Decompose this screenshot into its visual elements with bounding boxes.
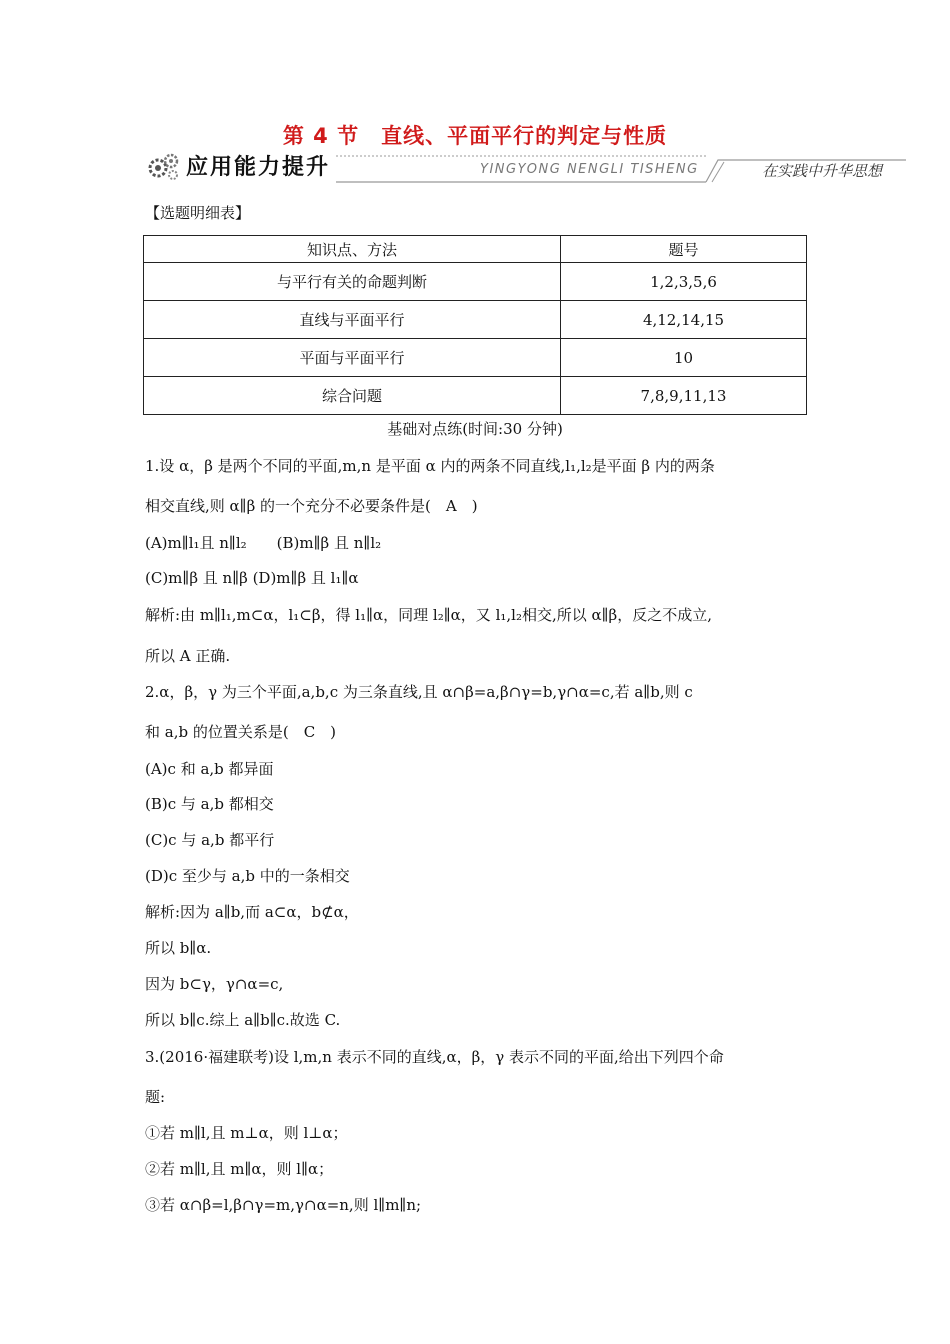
table-row <box>144 377 807 415</box>
banner-pinyin: YINGYONG NENGLI TISHENG <box>480 162 699 177</box>
cell-topic: 平面与平面平行 <box>144 339 561 377</box>
cell-topic: 与平行有关的命题判断 <box>144 263 561 301</box>
table-heading: 【选题明细表】 <box>145 204 251 222</box>
q2-stem-line1: 2.α，β，γ 为三个平面,a,b,c 为三条直线,且 α∩β=a,β∩γ=b,γ∩α=c,若 a∥b,则 c <box>145 683 693 701</box>
q2-option-c: (C)c 与 a,b 都平行 <box>145 831 275 849</box>
cell-numbers: 7,8,9,11,13 <box>561 377 807 415</box>
q2-analysis-line3: 因为 b⊂γ，γ∩α=c, <box>145 975 284 993</box>
header-topic: 知识点、方法 <box>144 236 561 263</box>
banner-slogan: 在实践中升华思想 <box>762 162 883 180</box>
table-row <box>144 339 807 377</box>
q2-analysis-line2: 所以 b∥α. <box>145 939 212 957</box>
q1-analysis-line2: 所以 A 正确. <box>145 647 231 665</box>
cell-numbers: 10 <box>561 339 807 377</box>
q1-analysis-line1: 解析:由 m∥l₁,m⊂α，l₁⊂β，得 l₁∥α，同理 l₂∥α，又 l₁,l₂相交,所以 α∥β，反之不成立, <box>145 606 712 624</box>
table-header-row <box>144 236 807 263</box>
table-row <box>144 301 807 339</box>
q2-analysis-line1: 解析:因为 a∥b,而 a⊂α，b⊄α， <box>145 903 359 921</box>
table-row <box>144 263 807 301</box>
q1-stem-line1: 1.设 α，β 是两个不同的平面,m,n 是平面 α 内的两条不同直线,l₁,l₂是平面 β 内的两条 <box>145 457 715 475</box>
topic-table <box>143 235 807 415</box>
q1-stem-line2: 相交直线,则 α∥β 的一个充分不必要条件是( A ) <box>145 497 478 515</box>
q3-stem-line2: 题: <box>145 1088 166 1106</box>
q3-proposition-1: ①若 m∥l,且 m⊥α，则 l⊥α； <box>145 1124 348 1142</box>
section-banner <box>146 148 883 188</box>
q2-option-b: (B)c 与 a,b 都相交 <box>145 795 274 813</box>
banner-title: 应用能力提升 <box>186 155 331 180</box>
q3-proposition-3: ③若 α∩β=l,β∩γ=m,γ∩α=n,则 l∥m∥n; <box>145 1196 422 1214</box>
page-title: 第 4 节 直线、平面平行的判定与性质 <box>282 124 668 148</box>
section-caption: 基础对点练(时间:30 分钟) <box>387 420 563 438</box>
q2-option-d: (D)c 至少与 a,b 中的一条相交 <box>145 867 350 885</box>
cell-topic: 直线与平面平行 <box>144 301 561 339</box>
q1-options-ab: (A)m∥l₁且 n∥l₂ (B)m∥β 且 n∥l₂ <box>145 534 382 552</box>
cell-numbers: 1,2,3,5,6 <box>561 263 807 301</box>
q1-options-cd: (C)m∥β 且 n∥β (D)m∥β 且 l₁∥α <box>145 569 359 587</box>
cell-topic: 综合问题 <box>144 377 561 415</box>
q2-analysis-line4: 所以 b∥c.综上 a∥b∥c.故选 C. <box>145 1011 341 1029</box>
cell-numbers: 4,12,14,15 <box>561 301 807 339</box>
q2-option-a: (A)c 和 a,b 都异面 <box>145 760 274 778</box>
q3-stem-line1: 3.(2016·福建联考)设 l,m,n 表示不同的直线,α，β，γ 表示不同的平面,给出下列四个命 <box>145 1048 724 1066</box>
q2-stem-line2: 和 a,b 的位置关系是( C ) <box>145 723 337 741</box>
gears-icon <box>146 152 180 182</box>
header-numbers: 题号 <box>561 236 807 263</box>
q3-proposition-2: ②若 m∥l,且 m∥α，则 l∥α； <box>145 1160 334 1178</box>
